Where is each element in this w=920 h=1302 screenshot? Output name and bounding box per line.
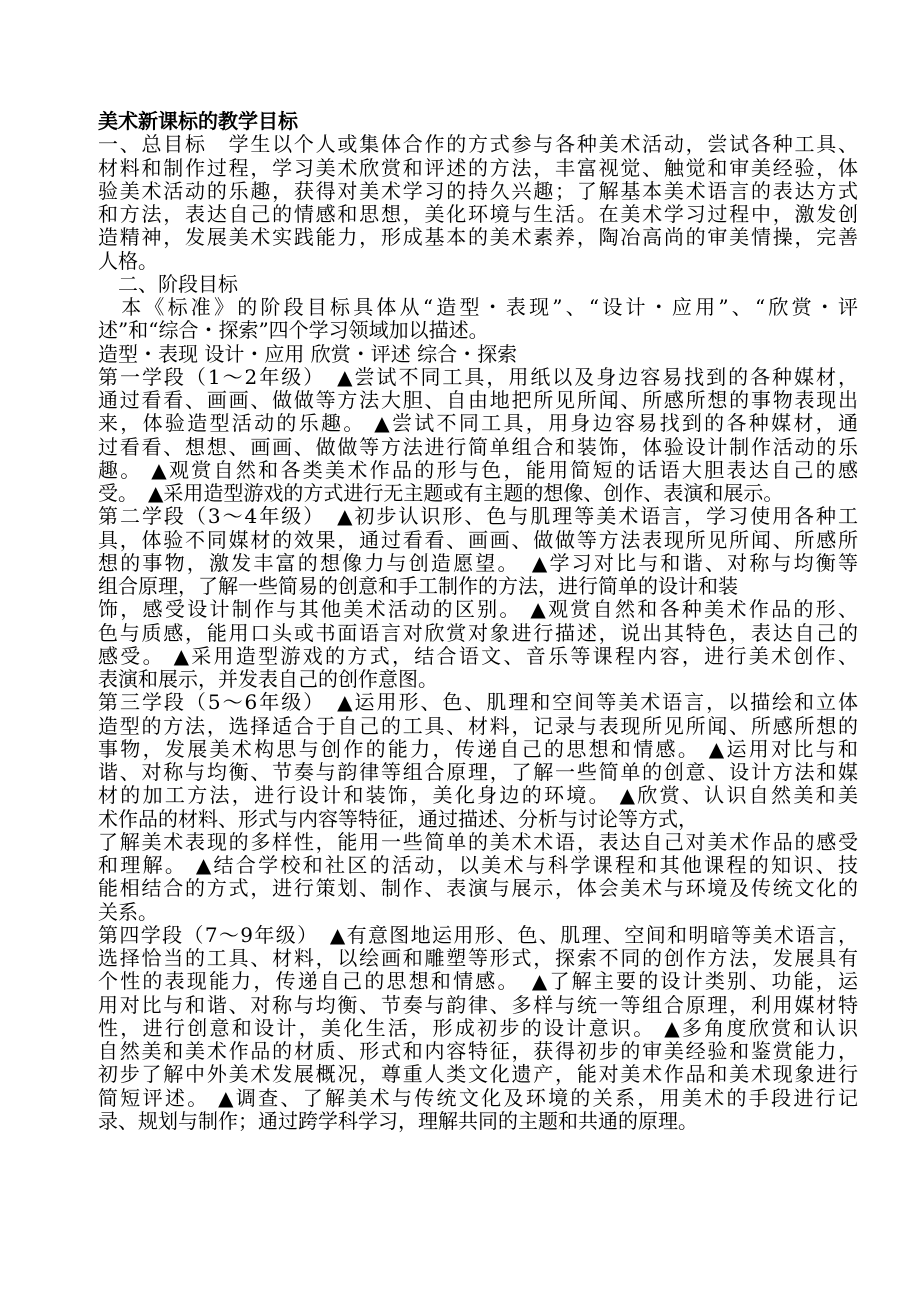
text-line: 受。 ▲采用造型游戏的方式进行无主题或有主题的想像、创作、表演和展示。 bbox=[98, 481, 784, 505]
text-line: 组合原理，了解一些简易的创意和手工制作的方法，进行简单的设计和装 bbox=[98, 574, 738, 598]
text-line: 第一学段（1～2年级） ▲尝试不同工具，用纸以及身边容易找到的各种媒材， bbox=[98, 364, 858, 389]
text-line: 和理解。 ▲结合学校和社区的活动，以美术与科学课程和其他课程的知识、技 bbox=[98, 853, 858, 877]
text-line: 关系。 bbox=[98, 899, 158, 924]
text-line: 第四学段（7～9年级） ▲有意图地运用形、色、肌理、空间和明暗等美术语言， bbox=[98, 922, 858, 947]
text-line: 感受。 ▲采用造型游戏的方式，结合语文、音乐等课程内容，进行美术创作、 bbox=[98, 643, 858, 668]
text-line: 过看看、想想、画画、做做等方法进行简单组合和装饰，体验设计制作活动的乐 bbox=[98, 434, 858, 459]
text-line: 谐、对称与均衡、节奏与韵律等组合原理，了解一些简单的创意、设计方法和媒 bbox=[98, 760, 858, 784]
text-line: 能相结合的方式，进行策划、制作、表演与展示，体会美术与环境及传统文化的 bbox=[98, 876, 858, 901]
text-line: 性，进行创意和设计，美化生活，形成初步的设计意识。 ▲多角度欣赏和认识 bbox=[98, 1015, 858, 1040]
text-line: 造精神，发展美术实践能力，形成基本的美术素养，陶冶高尚的审美情操，完善 bbox=[98, 225, 858, 250]
text-line: 用对比与和谐、对称与均衡、节奏与韵律、多样与统一等组合原理，利用媒材特 bbox=[98, 992, 858, 1017]
text-line: 验美术活动的乐趣，获得对美术学习的持久兴趣；了解基本美术语言的表达方式 bbox=[98, 178, 858, 203]
text-line: 来，体验造型活动的乐趣。 ▲尝试不同工具，用身边容易找到的各种媒材，通 bbox=[98, 411, 858, 436]
document-page bbox=[98, 110, 858, 1133]
text-line: 初步了解中外美术发展概况，尊重人类文化遗产，能对美术作品和美术现象进行 bbox=[98, 1062, 858, 1087]
text-line: 事物，发展美术构思与创作的能力，传递自己的思想和情感。 ▲运用对比与和 bbox=[98, 736, 858, 761]
text-line: 材料和制作过程，学习美术欣赏和评述的方法，丰富视觉、触觉和审美经验，体 bbox=[98, 155, 858, 180]
text-line: 通过看看、画画、做做等方法大胆、自由地把所见所闻、所感所想的事物表现出 bbox=[98, 388, 858, 412]
text-line: 第三学段（5～6年级） ▲运用形、色、肌理和空间等美术语言，以描绘和立体 bbox=[98, 690, 858, 715]
text-line: 色与质感，能用口头或书面语言对欣赏对象进行描述，说出其特色，表达自己的 bbox=[98, 620, 858, 645]
document-body bbox=[98, 133, 858, 1133]
text-line: 饰，感受设计制作与其他美术活动的区别。 ▲观赏自然和各种美术作品的形、 bbox=[98, 597, 858, 622]
text-line: 本《标准》的阶段目标具体从“造型・表现”、“设计・应用”、“欣赏・评 bbox=[98, 295, 858, 319]
text-line: 想的事物，激发丰富的想像力与创造愿望。 ▲学习对比与和谐、对称与均衡等 bbox=[98, 550, 858, 575]
text-line: 二、阶段目标 bbox=[98, 271, 238, 296]
text-line: 表演和展示，并发表自己的创作意图。 bbox=[98, 667, 438, 691]
text-line: 趣。 ▲观赏自然和各类美术作品的形与色，能用简短的话语大胆表达自己的感 bbox=[98, 457, 858, 482]
text-line: 具，体验不同媒材的效果，通过看看、画画、做做等方法表现所见所闻、所感所 bbox=[98, 527, 858, 552]
text-line: 简短评述。 ▲调查、了解美术与传统文化及环境的关系，用美术的手段进行记 bbox=[98, 1085, 858, 1110]
text-line: 和方法，表达自己的情感和思想，美化环境与生活。在美术学习过程中，激发创 bbox=[98, 202, 858, 226]
text-line: 述”和“综合・探索”四个学习领域加以描述。 bbox=[98, 318, 489, 343]
text-line: 造型・表现 设计・应用 欣赏・评述 综合・探索 bbox=[98, 341, 518, 366]
text-line: 自然美和美术作品的材质、形式和内容特征，获得初步的审美经验和鉴赏能力， bbox=[98, 1039, 858, 1063]
text-line: 了解美术表现的多样性，能用一些简单的美术术语，表达自己对美术作品的感受 bbox=[98, 829, 858, 854]
text-line: 一、总目标 学生以个人或集体合作的方式参与各种美术活动，尝试各种工具、 bbox=[98, 132, 858, 157]
text-line: 术作品的材料、形式与内容等特征，通过描述、分析与讨论等方式， bbox=[98, 806, 698, 831]
text-line: 个性的表现能力，传递自己的思想和情感。 ▲了解主要的设计类别、功能，运 bbox=[98, 969, 858, 994]
text-line: 第二学段（3～4年级） ▲初步认识形、色与肌理等美术语言，学习使用各种工 bbox=[98, 504, 858, 529]
text-line: 造型的方法，选择适合于自己的工具、材料，记录与表现所见所闻、所感所想的 bbox=[98, 713, 858, 738]
text-line: 材的加工方法，进行设计和装饰，美化身边的环境。 ▲欣赏、认识自然美和美 bbox=[98, 783, 858, 808]
document-title: 美术新课标的教学目标 bbox=[98, 109, 298, 133]
text-line: 选择恰当的工具、材料，以绘画和雕塑等形式，探索不同的创作方法，发展具有 bbox=[98, 946, 858, 970]
text-line: 录、规划与制作；通过跨学科学习，理解共同的主题和共通的原理。 bbox=[98, 1108, 698, 1133]
text-line: 人格。 bbox=[98, 248, 158, 273]
